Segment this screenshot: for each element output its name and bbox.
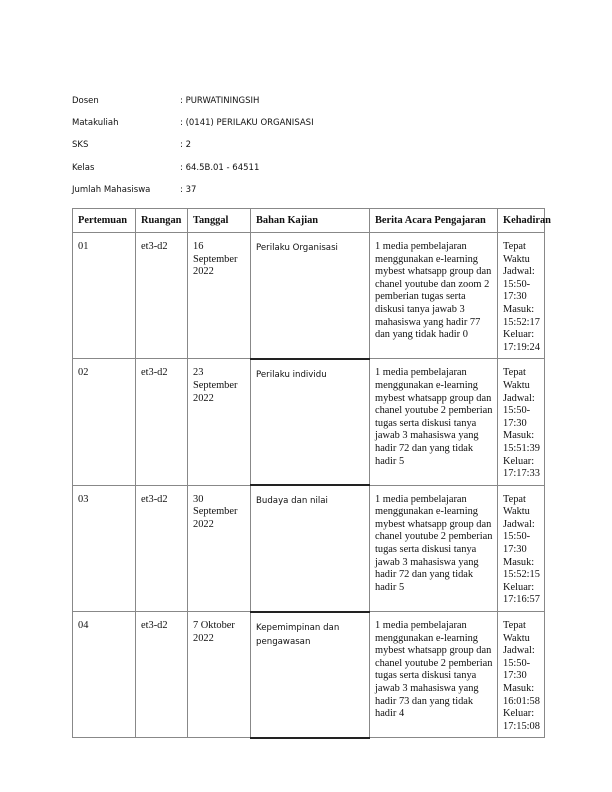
col-header-pertemuan: Pertemuan [73, 209, 136, 233]
kehadiran-status: Tepat Waktu [503, 493, 530, 518]
masuk-value: 15:51:39 [503, 442, 540, 454]
masuk-value: 15:52:15 [503, 569, 540, 581]
col-header-ruangan: Ruangan [136, 209, 188, 233]
jumlah-mahasiswa-label: Jumlah Mahasiswa [72, 185, 151, 195]
jadwal-label: Jadwal: [503, 392, 535, 404]
kehadiran-status: Tepat Waktu [503, 620, 530, 644]
table-row [73, 612, 545, 738]
masuk-label: Masuk: [503, 303, 535, 315]
tanggal-cell: 16 September 2022 [188, 233, 251, 359]
berita-acara-cell: 1 media pembelajaran menggunakan e-learning mybest whatsapp group dan chanel youtube 2 pemberian tugas serta diskusi tanya jawab 3 mahasiswa yang hadir 72 dan yang tidak hadir 5 [370, 359, 498, 485]
kelas-label: Kelas [72, 163, 95, 173]
ruangan-cell: et3-d2 [136, 359, 188, 485]
sks-label: SKS [72, 140, 89, 150]
jadwal-label: Jadwal: [503, 645, 535, 657]
bahan-kajian-cell: Perilaku individu [251, 359, 370, 485]
masuk-value: 16:01:58 [503, 695, 540, 707]
keluar-value: 17:15:08 [503, 720, 540, 732]
pertemuan-cell: 01 [73, 233, 136, 359]
kehadiran-status: Tepat Waktu [503, 241, 530, 265]
keluar-value: 17:19:24 [503, 341, 540, 353]
ruangan-cell: et3-d2 [136, 485, 188, 611]
tanggal-cell: 23 September 2022 [188, 359, 251, 485]
pertemuan-cell: 03 [73, 485, 136, 611]
sks-value: : 2 [180, 140, 191, 150]
kehadiran-cell [498, 612, 545, 738]
kehadiran-cell [498, 359, 545, 485]
dosen-label: Dosen [72, 96, 99, 106]
jadwal-value: 15:50-17:30 [503, 405, 531, 429]
berita-acara-cell: 1 media pembelajaran menggunakan e-learning mybest whatsapp group dan chanel youtube 2 pemberian tugas serta diskusi tanya jawab 3 mahasiswa yang hadir 73 dan yang tidak hadir 4 [370, 612, 498, 738]
table-row [73, 485, 545, 611]
bahan-kajian-cell: Perilaku Organisasi [251, 233, 370, 359]
kelas-value: : 64.5B.01 - 64511 [180, 163, 260, 173]
tanggal-cell: 30 September 2022 [188, 485, 251, 611]
jadwal-value: 15:50-17:30 [503, 531, 531, 556]
kehadiran-status: Tepat Waktu [503, 367, 530, 391]
matakuliah-label: Matakuliah [72, 118, 119, 128]
masuk-label: Masuk: [503, 430, 535, 442]
col-header-kehadiran: Kehadiran [498, 209, 545, 233]
masuk-label: Masuk: [503, 683, 535, 694]
keluar-label: Keluar: [503, 708, 535, 720]
keluar-value: 17:17:33 [503, 468, 540, 480]
masuk-value: 15:52:17 [503, 316, 540, 328]
berita-acara-cell: 1 media pembelajaran menggunakan e-learning mybest whatsapp group dan chanel youtube 2 pemberian tugas serta diskusi tanya jawab 3 mahasiswa yang hadir 72 dan yang tidak hadir 5 [370, 485, 498, 611]
pertemuan-cell: 02 [73, 359, 136, 485]
dosen-value: : PURWATININGSIH [180, 96, 260, 106]
keluar-label: Keluar: [503, 581, 535, 593]
masuk-label: Masuk: [503, 556, 535, 568]
keluar-label: Keluar: [503, 329, 535, 341]
col-header-tanggal: Tanggal [188, 209, 251, 233]
ruangan-cell: et3-d2 [136, 233, 188, 359]
jadwal-value: 15:50-17:30 [503, 278, 531, 303]
tanggal-cell: 7 Oktober 2022 [188, 612, 251, 738]
kehadiran-cell [498, 233, 545, 359]
jadwal-label: Jadwal: [503, 266, 535, 278]
jadwal-label: Jadwal: [503, 518, 535, 530]
keluar-label: Keluar: [503, 455, 535, 467]
kehadiran-cell [498, 485, 545, 611]
table-row [73, 359, 545, 485]
keluar-value: 17:16:57 [503, 594, 540, 606]
bahan-kajian-cell: Kepemimpinan dan pengawasan [251, 612, 370, 738]
table-header-row [73, 209, 545, 233]
col-header-berita-acara: Berita Acara Pengajaran [370, 209, 498, 233]
attendance-table [72, 208, 551, 739]
col-header-bahan-kajian: Bahan Kajian [251, 209, 370, 233]
pertemuan-cell: 04 [73, 612, 136, 738]
matakuliah-value: : (0141) PERILAKU ORGANISASI [180, 118, 314, 128]
berita-acara-cell: 1 media pembelajaran menggunakan e-learning mybest whatsapp group dan chanel youtube dan zoom 2 pemberian tugas serta diskusi tanya jawab 3 mahasiswa yang hadir 77 dan yang tidak hadir 0 [370, 233, 498, 359]
jumlah-mahasiswa-value: : 37 [180, 185, 197, 195]
bahan-kajian-cell: Budaya dan nilai [251, 485, 370, 611]
table-row [73, 233, 545, 359]
ruangan-cell: et3-d2 [136, 612, 188, 738]
jadwal-value: 15:50-17:30 [503, 657, 531, 682]
